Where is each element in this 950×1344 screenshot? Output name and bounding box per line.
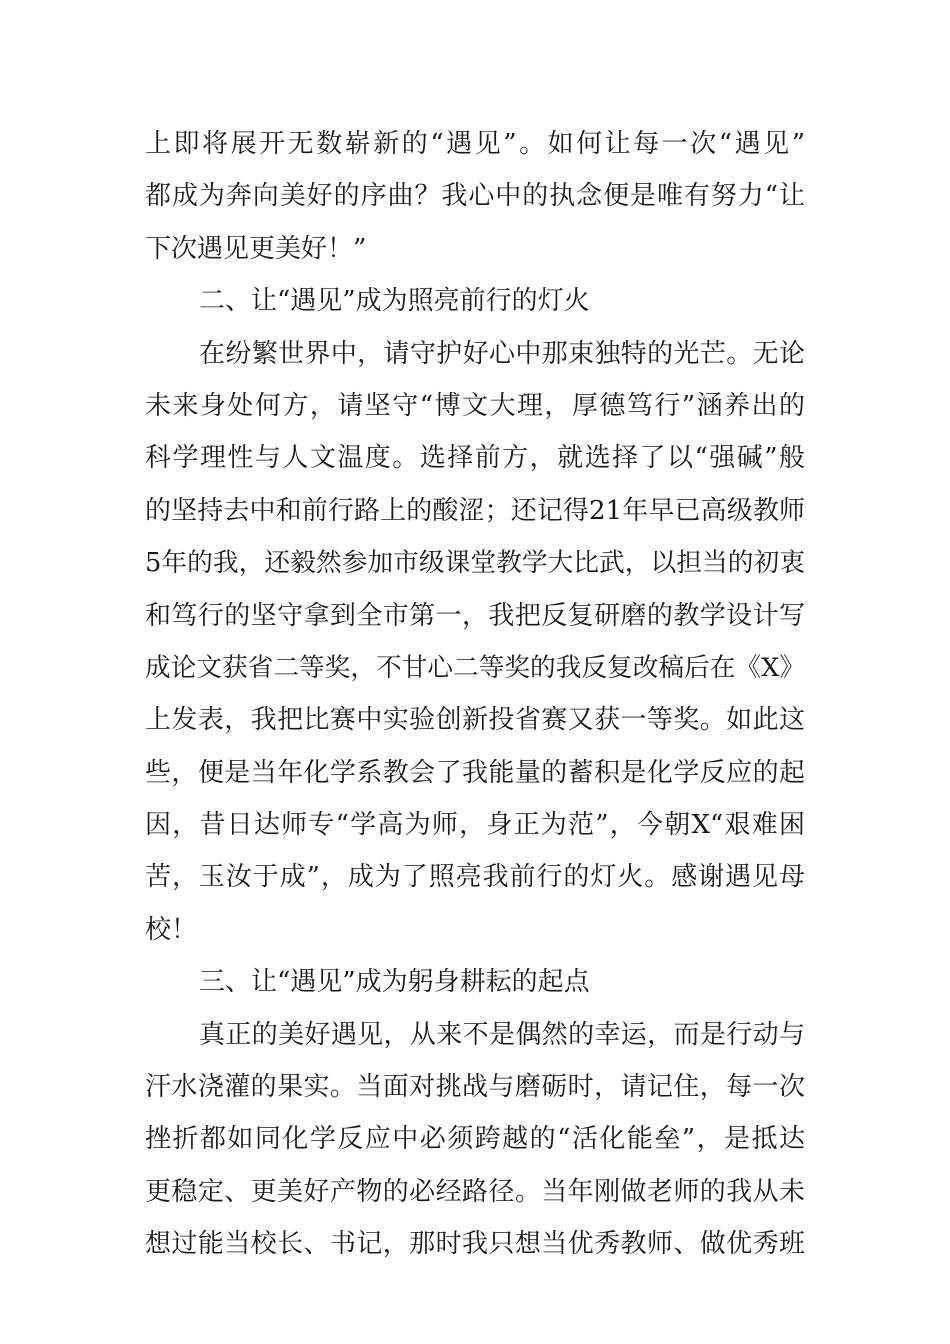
paragraph-2-line-11: 苦，玉汝于成”，成为了照亮我前行的灯火。感谢遇见母	[145, 862, 805, 893]
paragraph-3-line-4: 更稳定、更美好产物的必经路径。当年刚做老师的我从未	[145, 1176, 805, 1207]
paragraph-2-line-2: 未来身处何方，请坚守“博文大理，厚德笃行”涵养出的	[145, 390, 805, 421]
paragraph-2-line-8: 上发表，我把比赛中实验创新投省赛又获一等奖。如此这	[145, 705, 805, 736]
paragraph-3-line-5: 想过能当校长、书记，那时我只想当优秀教师、做优秀班	[145, 1229, 805, 1260]
paragraph-3-line-1: 真正的美好遇见，从来不是偶然的幸运，而是行动与	[199, 1019, 805, 1050]
paragraph-2-line-12: 校！	[145, 914, 198, 945]
paragraph-2-line-5: 5年的我，还毅然参加市级课堂教学大比武，以担当的初衷	[145, 548, 805, 579]
document-page	[145, 118, 805, 1271]
paragraph-1-line-3: 下次遇见更美好！”	[145, 233, 367, 264]
section-heading-2: 二、让“遇见”成为照亮前行的灯火	[199, 286, 590, 317]
paragraph-3-line-2: 汗水浇灌的果实。当面对挑战与磨砺时，请记住，每一次	[145, 1072, 805, 1103]
paragraph-1-line-2: 都成为奔向美好的序曲？我心中的执念便是唯有努力“让	[145, 181, 805, 212]
paragraph-2-line-4: 的坚持去中和前行路上的酸涩；还记得21年早已高级教师	[145, 495, 805, 526]
paragraph-2-line-9: 些，便是当年化学系教会了我能量的蓄积是化学反应的起	[145, 757, 805, 788]
section-heading-3: 三、让“遇见”成为躬身耕耘的起点	[199, 967, 590, 998]
paragraph-3-line-3: 挫折都如同化学反应中必须跨越的“活化能垒”，是抵达	[145, 1124, 805, 1155]
paragraph-2-line-1: 在纷繁世界中，请守护好心中那束独特的光芒。无论	[199, 338, 805, 369]
paragraph-2-line-3: 科学理性与人文温度。选择前方，就选择了以“强碱”般	[145, 443, 805, 474]
paragraph-1-line-1: 上即将展开无数崭新的“遇见”。如何让每一次“遇见”	[145, 129, 805, 159]
paragraph-2-line-10: 因，昔日达师专“学高为师，身正为范”，今朝X“艰难困	[145, 810, 805, 841]
paragraph-2-line-6: 和笃行的坚守拿到全市第一，我把反复研磨的教学设计写	[145, 600, 805, 631]
paragraph-2-line-7: 成论文获省二等奖，不甘心二等奖的我反复改稿后在《X》	[145, 652, 805, 683]
